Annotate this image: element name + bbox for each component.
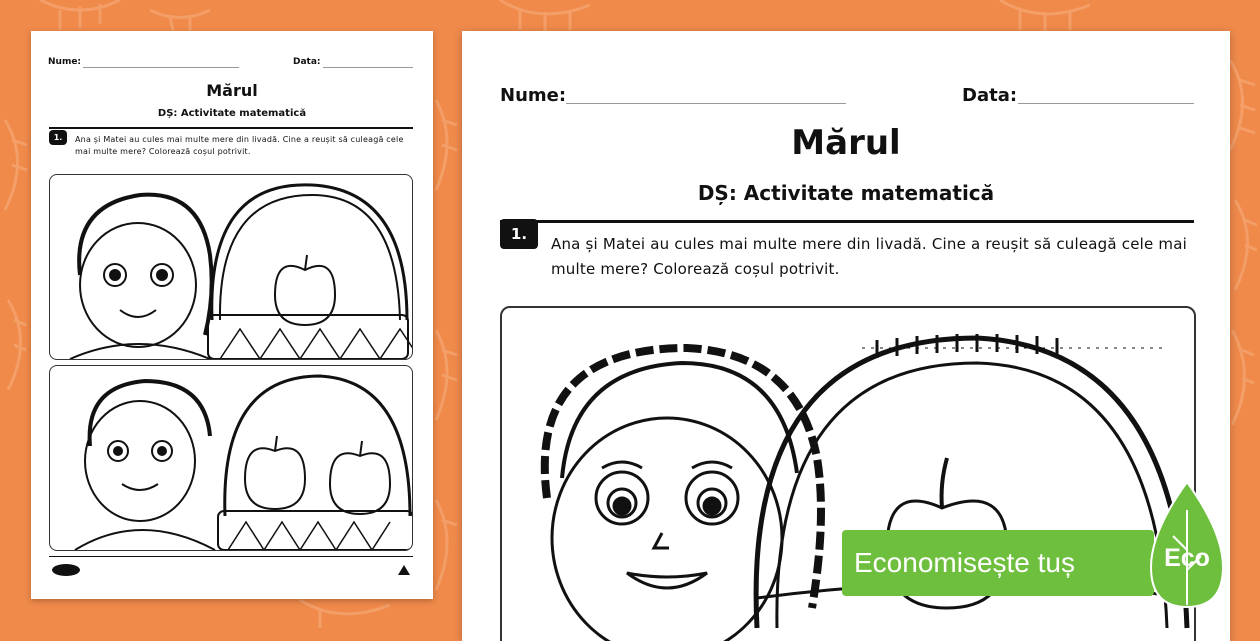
date-label-large: Data:	[962, 85, 1018, 106]
name-line	[83, 67, 239, 68]
twinkl-logo-icon	[51, 563, 81, 577]
page-subtitle: DȘ: Activitate matematică	[157, 108, 307, 119]
page-subtitle-large: DȘ: Activitate matematică	[697, 181, 995, 205]
footer-logo-icon	[396, 563, 416, 577]
name-line-large	[566, 103, 846, 104]
name-label: Nume:	[48, 57, 82, 67]
date-label: Data:	[293, 57, 321, 67]
boy-basket-illustration	[50, 366, 412, 550]
date-line-large	[1018, 103, 1194, 104]
header-rule	[49, 127, 413, 129]
answer-panel-ana[interactable]	[49, 174, 413, 360]
question-number: 1.	[49, 130, 67, 145]
question-number-large: 1.	[500, 219, 538, 249]
name-label-large: Nume:	[500, 85, 567, 106]
page-title: Mărul	[206, 81, 258, 100]
eco-banner-text: Economisește tuș	[854, 547, 1075, 578]
eco-label: Eco	[1164, 544, 1210, 572]
header-rule-large	[500, 220, 1194, 223]
question-text-large: Ana și Matei au cules mai multe mere din livadă. Cine a reușit să culeagă cele mai multe mere? Colorează coșul potrivit.	[551, 235, 1187, 278]
footer-rule	[49, 556, 413, 557]
girl-basket-illustration	[50, 175, 412, 359]
eco-ink-saver-banner[interactable]	[842, 530, 1154, 596]
date-line	[323, 67, 413, 68]
page-title-large: Mărul	[791, 123, 901, 163]
question-text: Ana și Matei au cules mai multe mere din livadă. Cine a reușit să culeagă cele mai multe mere? Colorează coșul potrivit.	[75, 135, 404, 156]
answer-panel-matei[interactable]	[49, 365, 413, 551]
worksheet-thumbnail[interactable]	[31, 31, 433, 599]
